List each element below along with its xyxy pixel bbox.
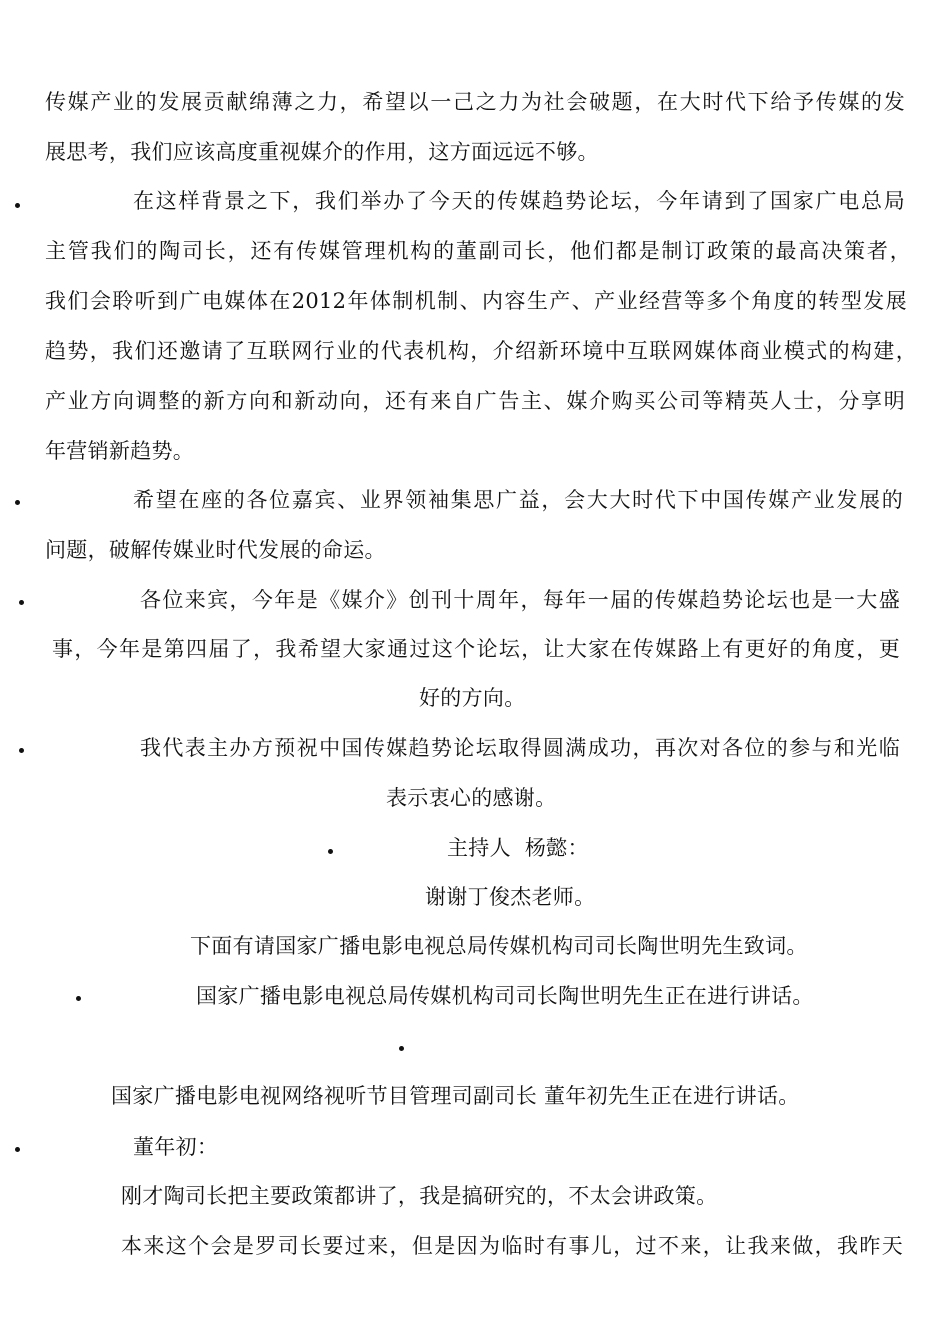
paragraph-3-line-2: 问题，破解传媒业时代发展的命运。: [45, 538, 386, 562]
speech-line-1: 刚才陶司长把主要政策都讲了，我是搞研究的，不太会讲政策。: [121, 1184, 718, 1208]
photo-caption-2: 国家广播电影电视网络视听节目管理司副司长 董年初先生正在进行讲话。: [111, 1084, 800, 1108]
paragraph-5-line-2: 表示衷心的感谢。: [386, 786, 557, 810]
paragraph-1-line-1: 传媒产业的发展贡献绵薄之力，希望以一己之力为社会破题，在大时代下给予传媒的发: [45, 90, 905, 114]
speech-line-2: 本来这个会是罗司长要过来，但是因为临时有事儿，过不来，让我来做，我昨天: [121, 1234, 903, 1258]
bullet-marker: [328, 849, 333, 854]
paragraph-2-line-2: 主管我们的陶司长，还有传媒管理机构的董副司长，他们都是制订政策的最高决策者，: [45, 239, 911, 263]
bullet-marker: [399, 1046, 404, 1051]
photo-caption-1: 国家广播电影电视总局传媒机构司司长陶世明先生正在进行讲话。: [196, 984, 814, 1008]
bullet-marker: [76, 996, 81, 1001]
host-thanks: 谢谢丁俊杰老师。: [425, 885, 596, 909]
speaker-label: 董年初：: [133, 1135, 219, 1159]
paragraph-2-line-6: 年营销新趋势。: [45, 439, 195, 463]
host-label: 主持人 杨懿：: [447, 836, 589, 860]
paragraph-1-line-2: 展思考，我们应该高度重视媒介的作用，这方面远远不够。: [45, 140, 599, 164]
bullet-marker: [19, 600, 24, 605]
bullet-marker: [15, 500, 20, 505]
bullet-marker: [19, 748, 24, 753]
paragraph-4-line-2: 事，今年是第四届了，我希望大家通过这个论坛，让大家在传媒路上有更好的角度，更: [52, 637, 900, 661]
paragraph-2-line-5: 产业方向调整的新方向和新动向，还有来自广告主、媒介购买公司等精英人士，分享明: [45, 389, 905, 413]
paragraph-2-line-3: 我们会聆听到广电媒体在2012年体制机制、内容生产、产业经营等多个角度的转型发展: [45, 289, 907, 313]
paragraph-4-line-1: 各位来宾，今年是《媒介》创刊十周年，每年一届的传媒趋势论坛也是一大盛: [140, 588, 900, 612]
paragraph-5-line-1: 我代表主办方预祝中国传媒趋势论坛取得圆满成功，再次对各位的参与和光临: [140, 736, 900, 760]
paragraph-3-line-1: 希望在座的各位嘉宾、业界领袖集思广益，会大大时代下中国传媒产业发展的: [133, 488, 903, 512]
paragraph-2-line-1: 在这样背景之下，我们举办了今天的传媒趋势论坛，今年请到了国家广电总局: [133, 189, 905, 213]
paragraph-4-line-3: 好的方向。: [419, 686, 526, 710]
paragraph-2-line-4: 趋势，我们还邀请了互联网行业的代表机构，介绍新环境中互联网媒体商业模式的构建，: [45, 339, 917, 363]
bullet-marker: [15, 203, 20, 208]
host-invite: 下面有请国家广播电影电视总局传媒机构司司长陶世明先生致词。: [190, 934, 808, 958]
bullet-marker: [15, 1147, 20, 1152]
